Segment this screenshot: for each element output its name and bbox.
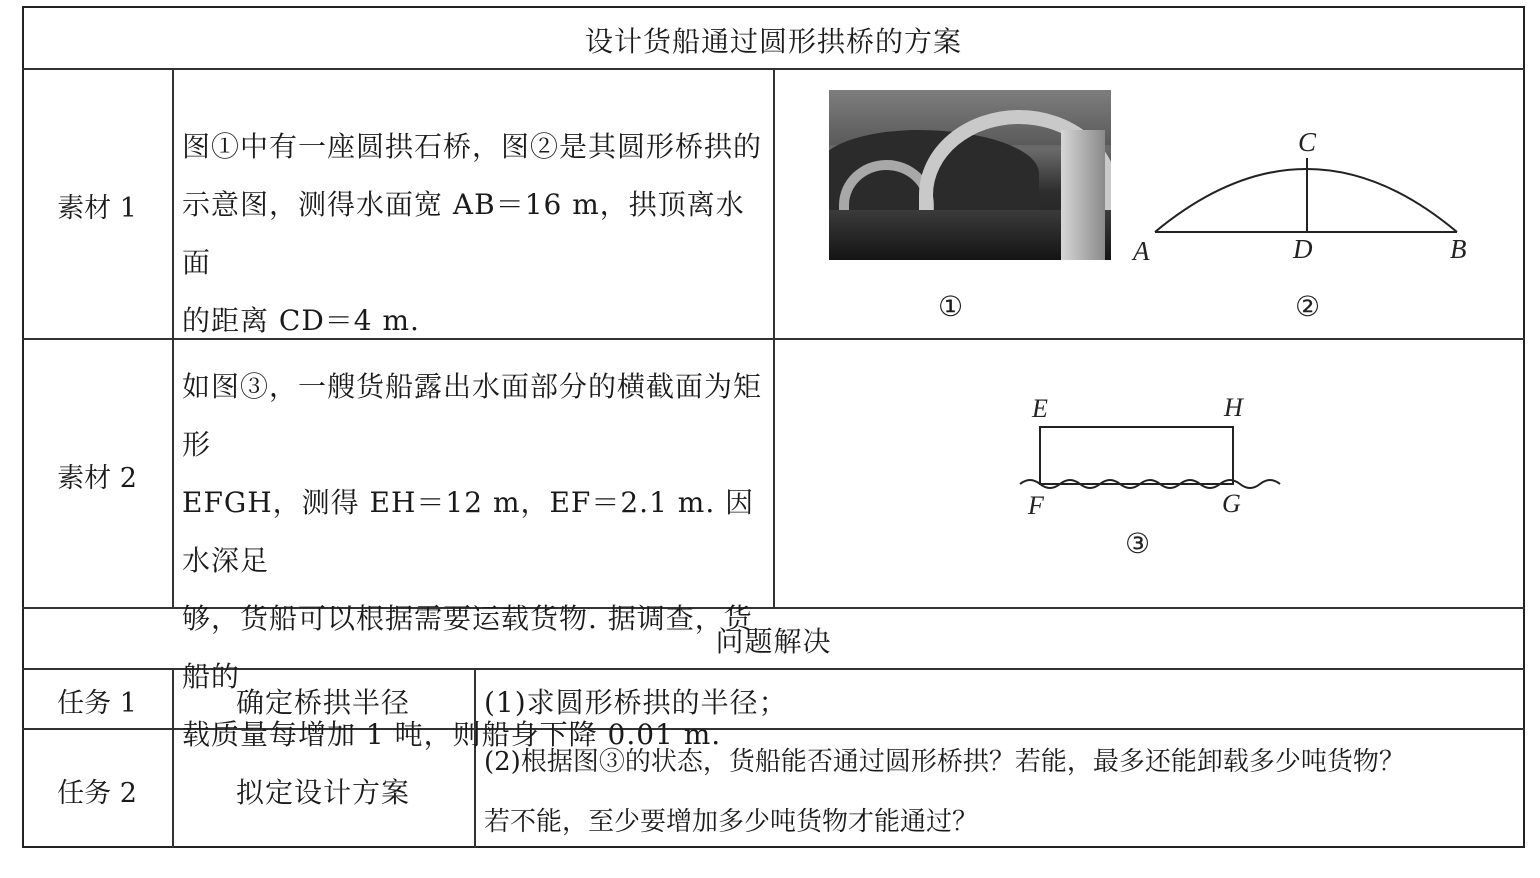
material2-line: EFGH，测得 EH＝12 m，EF＝2.1 m. 因水深足 xyxy=(182,486,755,577)
col-divider xyxy=(172,68,174,607)
point-h-label: H xyxy=(1224,393,1243,422)
task2-label: 任务 2 xyxy=(57,778,137,809)
arch-bridge-photo xyxy=(829,90,1111,260)
ship-rectangle xyxy=(1040,427,1233,484)
arch-diagram xyxy=(1125,120,1485,330)
material1-line: 的距离 CD＝4 m. xyxy=(182,304,420,337)
fig2-caption: ② xyxy=(1295,292,1321,323)
task2-line: 若不能，至少要增加多少吨货物才能通过？ xyxy=(484,807,979,837)
point-e-label: E xyxy=(1032,394,1048,423)
task1-name: 确定桥拱半径 xyxy=(235,686,410,719)
material1-line: 示意图，测得水面宽 AB＝16 m，拱顶离水面 xyxy=(182,188,745,279)
col-divider xyxy=(773,68,775,607)
point-b-label: B xyxy=(1450,234,1467,264)
material2-line: 载质量每增加 1 吨，则船身下降 0.01 m. xyxy=(182,718,722,751)
ship-section-diagram xyxy=(1010,390,1290,570)
fig3-caption: ③ xyxy=(1125,529,1151,560)
material1-text xyxy=(182,118,772,350)
point-g-label: G xyxy=(1222,489,1241,518)
task1-label: 任务 1 xyxy=(57,688,137,719)
task2-line: (2)根据图③的状态，货船能否通过圆形桥拱？若能，最多还能卸载多少吨货物？ xyxy=(484,747,1405,777)
section-title: 问题解决 xyxy=(715,625,832,658)
material2-line: 如图③，一艘货船露出水面部分的横截面为矩形 xyxy=(182,370,763,461)
point-f-label: F xyxy=(1028,491,1044,520)
material2-label: 素材 2 xyxy=(57,463,137,494)
fig1-caption: ① xyxy=(938,290,965,323)
material1-label: 素材 1 xyxy=(57,193,137,224)
task1-question: (1)求圆形桥拱的半径； xyxy=(484,686,788,719)
point-a-label: A xyxy=(1133,236,1150,266)
point-c-label: C xyxy=(1298,127,1317,157)
table-title: 设计货船通过圆形拱桥的方案 xyxy=(584,25,962,58)
task2-question xyxy=(484,732,1524,852)
point-d-label: D xyxy=(1293,234,1313,264)
material2-line: 够，货船可以根据需要运载货物. 据调查，货船的 xyxy=(182,602,753,693)
material1-line: 图①中有一座圆拱石桥，图②是其圆形桥拱的 xyxy=(182,130,763,163)
task2-name: 拟定设计方案 xyxy=(235,776,410,809)
